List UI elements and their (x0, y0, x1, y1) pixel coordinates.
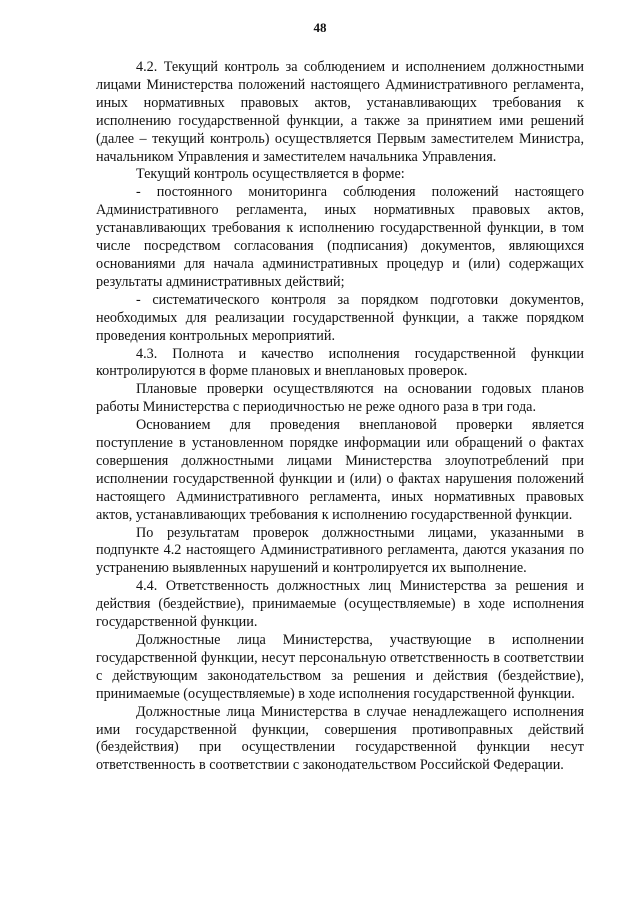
paragraph-unplanned-inspection-grounds: Основанием для проведения внеплановой проверки является поступление в установленном порядке информации или обращений о фактах совершения должностными лицами Министерства злоупотреблений при исполнении государственной функции и (или) о фактах нарушения положений настоящего Административного регламента, иных нормативных правовых актов, устанавливающих требования к исполнению государственной функции. (96, 417, 584, 523)
document-body (96, 59, 584, 775)
paragraph-4-4: 4.4. Ответственность должностных лиц Министерства за решения и действия (бездействие), принимаемые (осуществляемые) в ходе исполнения государственной функции. (96, 578, 584, 631)
paragraph-inspection-results: По результатам проверок должностными лицами, указанными в подпункте 4.2 настоящего Административного регламента, даются указания по устранению выявленных нарушений и контролируется их выполнение. (96, 524, 584, 577)
paragraph-personal-responsibility: Должностные лица Министерства, участвующие в исполнении государственной функции, несут персональную ответственность в соответствии с действующим законодательством за решения и действия (бездействие), принимаемые (осуществляемые) в ходе исполнения государственной функции. (96, 632, 584, 702)
paragraph-control-forms: Текущий контроль осуществляется в форме: (136, 166, 405, 183)
page-number: 48 (313, 20, 327, 35)
list-item-systematic-control: - систематического контроля за порядком подготовки документов, необходимых для реализации государственной функции, а также порядком проведения контрольных мероприятий. (96, 291, 584, 344)
paragraph-4-3: 4.3. Полнота и качество исполнения государственной функции контролируются в форме плановых и внеплановых проверок. (96, 345, 584, 380)
list-item-monitoring: - постоянного мониторинга соблюдения положений настоящего Административного регламента, иных нормативных правовых актов, устанавливающих требования к исполнению государственной функции, в том числе посредством согласования (подписания) документов, являющихся основаниями для начала административных процедур и (или) содержащих результаты административных действий; (96, 184, 584, 290)
paragraph-4-2: 4.2. Текущий контроль за соблюдением и исполнением должностными лицами Министерства положений настоящего Административного регламента, иных нормативных правовых актов, устанавливающих требования к исполнению государственной функции, а также за принятием ими решений (далее – текущий контроль) осуществляется Первым заместителем Министра, начальником Управления и заместителем начальника Управления. (96, 59, 584, 165)
paragraph-planned-inspections: Плановые проверки осуществляются на основании годовых планов работы Министерства с периодичностью не реже одного раза в три года. (96, 381, 584, 416)
paragraph-improper-execution: Должностные лица Министерства в случае ненадлежащего исполнения ими государственной функции, совершения противоправных действий (бездействия) при осуществлении государственной функции несут ответственность в соответствии с законодательством Российской Федерации. (96, 703, 584, 774)
